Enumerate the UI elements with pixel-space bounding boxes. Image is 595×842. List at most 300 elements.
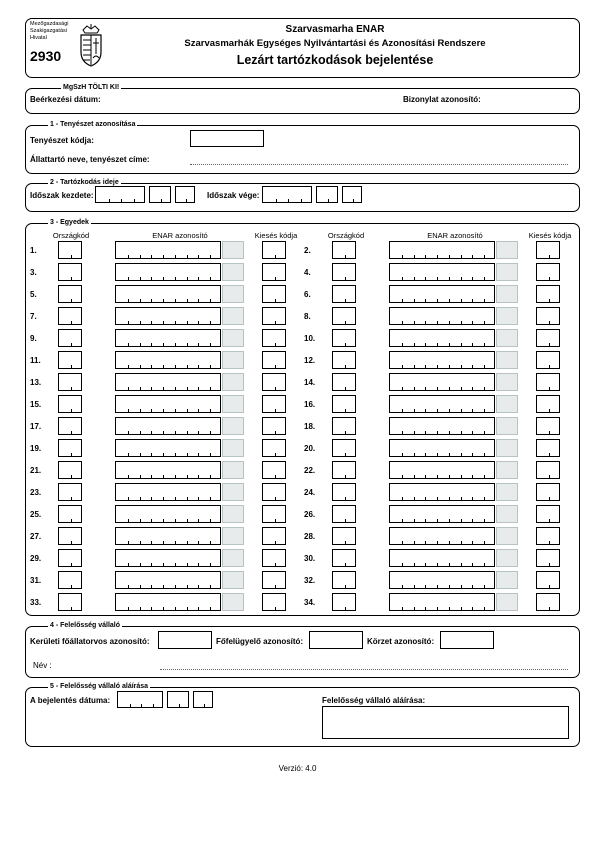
digit-separator xyxy=(402,299,403,302)
digit-separator xyxy=(449,453,450,456)
loss-code-field[interactable] xyxy=(536,285,560,303)
enar-check-digit-field[interactable] xyxy=(222,527,244,545)
loss-code-field[interactable] xyxy=(536,307,560,325)
enar-check-digit-field[interactable] xyxy=(222,549,244,567)
digit-separator xyxy=(472,321,473,324)
digit-separator xyxy=(163,453,164,456)
digit-separator xyxy=(128,453,129,456)
enar-id-field[interactable] xyxy=(115,571,221,589)
enar-id-field[interactable] xyxy=(115,307,221,325)
digit-separator xyxy=(472,255,473,258)
district-id-field[interactable] xyxy=(440,631,494,649)
row-number: 14. xyxy=(304,378,316,387)
digit-separator xyxy=(275,365,276,368)
digit-separator xyxy=(288,199,289,202)
enar-check-digit-field[interactable] xyxy=(222,373,244,391)
loss-code-field[interactable] xyxy=(536,329,560,347)
enar-check-digit-field[interactable] xyxy=(496,593,518,611)
digit-separator xyxy=(128,431,129,434)
digit-separator xyxy=(187,541,188,544)
enar-check-digit-field[interactable] xyxy=(222,439,244,457)
enar-id-field[interactable] xyxy=(115,395,221,413)
enar-id-field[interactable] xyxy=(389,263,495,281)
enar-id-field[interactable] xyxy=(115,483,221,501)
country-code-field[interactable] xyxy=(332,461,356,479)
enar-check-digit-field[interactable] xyxy=(496,241,518,259)
country-code-field[interactable] xyxy=(332,241,356,259)
country-code-field[interactable] xyxy=(332,373,356,391)
digit-separator xyxy=(461,299,462,302)
enar-id-field[interactable] xyxy=(115,241,221,259)
enar-check-digit-field[interactable] xyxy=(496,373,518,391)
section-4-title: 4 - Felelősség vállaló xyxy=(50,622,121,629)
year-box[interactable] xyxy=(95,186,145,203)
loss-code-field[interactable] xyxy=(262,439,286,457)
digit-separator xyxy=(414,519,415,522)
digit-separator xyxy=(140,277,141,280)
enar-check-digit-field[interactable] xyxy=(222,307,244,325)
digit-separator xyxy=(449,541,450,544)
period-end-label: Időszak vége: xyxy=(207,191,260,200)
enar-id-field[interactable] xyxy=(389,285,495,303)
loss-code-field[interactable] xyxy=(262,395,286,413)
digit-separator xyxy=(353,199,354,202)
enar-id-field[interactable] xyxy=(115,351,221,369)
digit-separator xyxy=(437,541,438,544)
digit-separator xyxy=(425,409,426,412)
enar-check-digit-field[interactable] xyxy=(222,329,244,347)
digit-separator xyxy=(449,343,450,346)
enar-id-field[interactable] xyxy=(389,461,495,479)
digit-separator xyxy=(345,541,346,544)
digit-separator xyxy=(425,541,426,544)
digit-separator xyxy=(151,277,152,280)
loss-code-field[interactable] xyxy=(536,505,560,523)
digit-separator xyxy=(402,497,403,500)
loss-code-field[interactable] xyxy=(536,417,560,435)
digit-separator xyxy=(198,321,199,324)
loss-code-field[interactable] xyxy=(262,527,286,545)
digit-separator xyxy=(275,519,276,522)
digit-separator xyxy=(275,255,276,258)
digit-separator xyxy=(151,585,152,588)
row-number: 5. xyxy=(30,290,37,299)
voucher-id-label: Bizonylat azonosító: xyxy=(403,95,481,104)
digit-separator xyxy=(461,255,462,258)
digit-separator xyxy=(437,519,438,522)
digit-separator xyxy=(275,409,276,412)
year-box[interactable] xyxy=(117,691,163,708)
herd-code-label: Tenyészet kódja: xyxy=(30,136,94,145)
country-code-field[interactable] xyxy=(332,417,356,435)
digit-separator xyxy=(449,585,450,588)
digit-separator xyxy=(140,475,141,478)
digit-separator xyxy=(472,277,473,280)
loss-code-field[interactable] xyxy=(262,549,286,567)
digit-separator xyxy=(414,497,415,500)
digit-separator xyxy=(461,497,462,500)
loss-code-field[interactable] xyxy=(262,461,286,479)
digit-separator xyxy=(275,343,276,346)
digit-separator xyxy=(414,321,415,324)
keeper-field[interactable] xyxy=(190,164,568,165)
country-code-field[interactable] xyxy=(332,395,356,413)
loss-code-field[interactable] xyxy=(536,549,560,567)
digit-separator xyxy=(275,299,276,302)
vet-id-field[interactable] xyxy=(158,631,212,649)
name-field[interactable] xyxy=(160,669,568,670)
country-code-field[interactable] xyxy=(332,439,356,457)
digit-separator xyxy=(449,299,450,302)
digit-separator xyxy=(71,585,72,588)
month-box[interactable] xyxy=(316,186,338,203)
loss-code-field[interactable] xyxy=(536,351,560,369)
digit-separator xyxy=(402,365,403,368)
enar-check-digit-field[interactable] xyxy=(222,395,244,413)
digit-separator xyxy=(163,387,164,390)
digit-separator xyxy=(198,343,199,346)
digit-separator xyxy=(449,563,450,566)
digit-separator xyxy=(549,255,550,258)
digit-separator xyxy=(484,343,485,346)
country-code-field[interactable] xyxy=(332,263,356,281)
enar-id-field[interactable] xyxy=(389,527,495,545)
enar-check-digit-field[interactable] xyxy=(222,593,244,611)
digit-separator xyxy=(461,409,462,412)
enar-check-digit-field[interactable] xyxy=(496,549,518,567)
country-code-field[interactable] xyxy=(58,241,82,259)
digit-separator xyxy=(140,387,141,390)
country-code-field[interactable] xyxy=(332,593,356,611)
loss-code-field[interactable] xyxy=(262,263,286,281)
loss-code-field[interactable] xyxy=(262,417,286,435)
digit-separator xyxy=(414,365,415,368)
loss-code-field[interactable] xyxy=(262,571,286,589)
country-code-field[interactable] xyxy=(58,417,82,435)
enar-check-digit-field[interactable] xyxy=(496,307,518,325)
ministry-line: Szakigazgatási xyxy=(30,28,67,34)
enar-id-field[interactable] xyxy=(389,395,495,413)
digit-separator xyxy=(175,387,176,390)
digit-separator xyxy=(71,475,72,478)
digit-separator xyxy=(109,199,110,202)
digit-separator xyxy=(210,255,211,258)
digit-separator xyxy=(140,365,141,368)
loss-code-field[interactable] xyxy=(262,505,286,523)
signature-field[interactable] xyxy=(322,706,569,739)
enar-id-field[interactable] xyxy=(389,329,495,347)
enar-check-digit-field[interactable] xyxy=(222,263,244,281)
digit-separator xyxy=(461,453,462,456)
digit-separator xyxy=(210,365,211,368)
country-code-field[interactable] xyxy=(332,505,356,523)
loss-code-field[interactable] xyxy=(262,593,286,611)
row-number: 8. xyxy=(304,312,311,321)
digit-separator xyxy=(187,409,188,412)
enar-id-field[interactable] xyxy=(389,593,495,611)
digit-separator xyxy=(128,409,129,412)
digit-separator xyxy=(402,541,403,544)
enar-id-field[interactable] xyxy=(115,329,221,347)
herd-code-field[interactable] xyxy=(190,130,264,147)
loss-code-field[interactable] xyxy=(262,373,286,391)
row-number: 4. xyxy=(304,268,311,277)
country-code-field[interactable] xyxy=(58,461,82,479)
country-code-field[interactable] xyxy=(58,439,82,457)
enar-id-field[interactable] xyxy=(389,241,495,259)
digit-separator xyxy=(179,704,180,707)
name-label: Név : xyxy=(33,661,52,670)
country-code-field[interactable] xyxy=(332,549,356,567)
enar-check-digit-field[interactable] xyxy=(496,439,518,457)
digit-separator xyxy=(472,387,473,390)
digit-separator xyxy=(210,585,211,588)
row-number: 15. xyxy=(30,400,42,409)
digit-separator xyxy=(275,321,276,324)
digit-separator xyxy=(128,277,129,280)
digit-separator xyxy=(425,607,426,610)
digit-separator xyxy=(187,431,188,434)
enar-id-field[interactable] xyxy=(115,263,221,281)
digit-separator xyxy=(71,299,72,302)
loss-code-field[interactable] xyxy=(262,483,286,501)
country-code-field[interactable] xyxy=(332,307,356,325)
digit-separator xyxy=(163,541,164,544)
section-1-title: 1 - Tenyészet azonosítása xyxy=(50,121,136,128)
enar-id-field[interactable] xyxy=(115,549,221,567)
country-code-field[interactable] xyxy=(58,307,82,325)
digit-separator xyxy=(151,519,152,522)
digit-separator xyxy=(345,607,346,610)
enar-id-field[interactable] xyxy=(389,351,495,369)
digit-separator xyxy=(163,497,164,500)
row-number: 17. xyxy=(30,422,42,431)
enar-id-field[interactable] xyxy=(389,373,495,391)
digit-separator xyxy=(175,453,176,456)
digit-separator xyxy=(461,321,462,324)
country-code-field[interactable] xyxy=(58,571,82,589)
chief-id-field[interactable] xyxy=(309,631,363,649)
digit-separator xyxy=(402,519,403,522)
digit-separator xyxy=(449,387,450,390)
country-code-field[interactable] xyxy=(58,527,82,545)
digit-separator xyxy=(437,255,438,258)
enar-check-digit-field[interactable] xyxy=(496,571,518,589)
enar-id-field[interactable] xyxy=(389,417,495,435)
country-code-field[interactable] xyxy=(58,549,82,567)
digit-separator xyxy=(163,343,164,346)
digit-separator xyxy=(414,563,415,566)
digit-separator xyxy=(449,365,450,368)
enar-id-field[interactable] xyxy=(389,505,495,523)
country-code-field[interactable] xyxy=(58,329,82,347)
row-number: 22. xyxy=(304,466,316,475)
enar-id-field[interactable] xyxy=(389,571,495,589)
digit-separator xyxy=(345,431,346,434)
digit-separator xyxy=(549,563,550,566)
digit-separator xyxy=(472,563,473,566)
loss-code-field[interactable] xyxy=(536,373,560,391)
country-code-field[interactable] xyxy=(58,593,82,611)
country-code-field[interactable] xyxy=(332,483,356,501)
digit-separator xyxy=(449,277,450,280)
digit-separator xyxy=(128,475,129,478)
enar-check-digit-field[interactable] xyxy=(496,263,518,281)
digit-separator xyxy=(472,453,473,456)
enar-id-field[interactable] xyxy=(115,505,221,523)
period-start-label: Időszak kezdete: xyxy=(30,191,94,200)
digit-separator xyxy=(141,704,142,707)
digit-separator xyxy=(163,299,164,302)
row-number: 18. xyxy=(304,422,316,431)
loss-code-field[interactable] xyxy=(536,593,560,611)
digit-separator xyxy=(549,343,550,346)
digit-separator xyxy=(414,541,415,544)
country-code-field[interactable] xyxy=(58,351,82,369)
digit-separator xyxy=(210,541,211,544)
digit-separator xyxy=(71,431,72,434)
enar-check-digit-field[interactable] xyxy=(496,285,518,303)
digit-separator xyxy=(549,475,550,478)
digit-separator xyxy=(175,299,176,302)
enar-id-field[interactable] xyxy=(115,373,221,391)
digit-separator xyxy=(484,277,485,280)
enar-check-digit-field[interactable] xyxy=(496,483,518,501)
loss-code-field[interactable] xyxy=(262,307,286,325)
digit-separator xyxy=(484,453,485,456)
country-code-field[interactable] xyxy=(332,285,356,303)
digit-separator xyxy=(140,453,141,456)
digit-separator xyxy=(461,519,462,522)
digit-separator xyxy=(449,475,450,478)
digit-separator xyxy=(198,519,199,522)
loss-code-field[interactable] xyxy=(536,571,560,589)
year-box[interactable] xyxy=(262,186,312,203)
digit-separator xyxy=(204,704,205,707)
digit-separator xyxy=(187,321,188,324)
enar-check-digit-field[interactable] xyxy=(496,461,518,479)
digit-separator xyxy=(402,585,403,588)
loss-code-field[interactable] xyxy=(262,351,286,369)
enar-check-digit-field[interactable] xyxy=(222,241,244,259)
loss-code-field[interactable] xyxy=(536,461,560,479)
digit-separator xyxy=(549,277,550,280)
digit-separator xyxy=(425,475,426,478)
loss-code-field[interactable] xyxy=(536,483,560,501)
digit-separator xyxy=(301,199,302,202)
enar-check-digit-field[interactable] xyxy=(222,571,244,589)
digit-separator xyxy=(175,321,176,324)
loss-code-field[interactable] xyxy=(262,241,286,259)
enar-id-field[interactable] xyxy=(115,417,221,435)
country-code-field[interactable] xyxy=(58,505,82,523)
digit-separator xyxy=(275,431,276,434)
enar-check-digit-field[interactable] xyxy=(222,505,244,523)
country-code-field[interactable] xyxy=(332,351,356,369)
enar-check-digit-field[interactable] xyxy=(222,461,244,479)
day-box[interactable] xyxy=(175,186,195,203)
enar-id-field[interactable] xyxy=(389,439,495,457)
report-date-label: A bejelentés dátuma: xyxy=(30,696,111,705)
country-code-field[interactable] xyxy=(332,571,356,589)
day-box[interactable] xyxy=(193,691,213,708)
country-code-field[interactable] xyxy=(58,373,82,391)
enar-check-digit-field[interactable] xyxy=(222,483,244,501)
country-code-field[interactable] xyxy=(58,263,82,281)
enar-id-field[interactable] xyxy=(115,285,221,303)
loss-code-field[interactable] xyxy=(536,527,560,545)
enar-check-digit-field[interactable] xyxy=(496,351,518,369)
digit-separator xyxy=(345,343,346,346)
digit-separator xyxy=(128,541,129,544)
country-code-field[interactable] xyxy=(332,329,356,347)
enar-id-field[interactable] xyxy=(389,307,495,325)
enar-check-digit-field[interactable] xyxy=(222,285,244,303)
digit-separator xyxy=(472,585,473,588)
enar-check-digit-field[interactable] xyxy=(222,417,244,435)
digit-separator xyxy=(128,563,129,566)
digit-separator xyxy=(549,519,550,522)
digit-separator xyxy=(425,299,426,302)
country-code-field[interactable] xyxy=(332,527,356,545)
country-code-field[interactable] xyxy=(58,395,82,413)
month-box[interactable] xyxy=(149,186,171,203)
enar-id-field[interactable] xyxy=(115,527,221,545)
enar-id-field[interactable] xyxy=(389,483,495,501)
loss-code-field[interactable] xyxy=(536,395,560,413)
enar-check-digit-field[interactable] xyxy=(496,505,518,523)
enar-check-digit-field[interactable] xyxy=(496,417,518,435)
enar-id-field[interactable] xyxy=(115,439,221,457)
enar-check-digit-field[interactable] xyxy=(222,351,244,369)
loss-code-field[interactable] xyxy=(262,329,286,347)
digit-separator xyxy=(437,497,438,500)
loss-code-field[interactable] xyxy=(536,439,560,457)
digit-separator xyxy=(414,343,415,346)
row-number: 27. xyxy=(30,532,42,541)
country-code-field[interactable] xyxy=(58,483,82,501)
digit-separator xyxy=(140,497,141,500)
digit-separator xyxy=(484,409,485,412)
digit-separator xyxy=(140,585,141,588)
digit-separator xyxy=(461,585,462,588)
loss-code-field[interactable] xyxy=(536,241,560,259)
enar-check-digit-field[interactable] xyxy=(496,329,518,347)
enar-id-field[interactable] xyxy=(389,549,495,567)
loss-code-field[interactable] xyxy=(536,263,560,281)
digit-separator xyxy=(461,563,462,566)
digit-separator xyxy=(187,343,188,346)
digit-separator xyxy=(128,255,129,258)
enar-check-digit-field[interactable] xyxy=(496,527,518,545)
digit-separator xyxy=(402,255,403,258)
digit-separator xyxy=(128,365,129,368)
digit-separator xyxy=(210,453,211,456)
digit-separator xyxy=(175,563,176,566)
digit-separator xyxy=(163,321,164,324)
digit-separator xyxy=(187,365,188,368)
enar-id-field[interactable] xyxy=(115,593,221,611)
day-box[interactable] xyxy=(342,186,362,203)
country-code-field[interactable] xyxy=(58,285,82,303)
loss-code-field[interactable] xyxy=(262,285,286,303)
digit-separator xyxy=(175,585,176,588)
digit-separator xyxy=(151,607,152,610)
enar-id-field[interactable] xyxy=(115,461,221,479)
month-box[interactable] xyxy=(167,691,189,708)
digit-separator xyxy=(71,519,72,522)
enar-check-digit-field[interactable] xyxy=(496,395,518,413)
